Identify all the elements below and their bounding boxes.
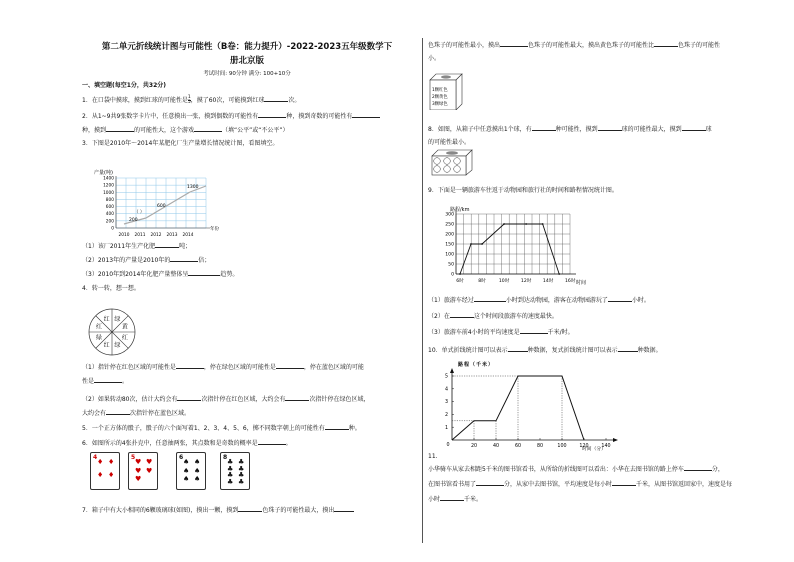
answer-blank[interactable] — [682, 124, 706, 131]
chart9-xlabel: 时间 — [576, 280, 587, 286]
question-4-2: （2）如果转动80次，估计大约会有 次指针停在红色区域，大约会有 次指针停在绿色区域， — [82, 396, 370, 403]
q9-subquestions — [428, 295, 773, 355]
chart3-yticks — [103, 176, 114, 232]
spinner-label: 红 — [103, 316, 110, 324]
card-suit-icon: ♥ — [135, 458, 142, 466]
chart9-point — [542, 223, 544, 225]
question-9-1: （1）旅游车经过 小时到达动物园，游客在动物园游玩了 小时。 — [428, 297, 650, 304]
question-2: 2．从1~9共9张数字卡片中，任意摸出一张，摸到偶数的可能性有 种，摸到奇数的可能性有 — [82, 111, 412, 121]
box-label-yellow: 2颗黄色 — [432, 95, 448, 100]
answer-blank[interactable] — [188, 269, 220, 276]
answer-blank[interactable] — [598, 124, 622, 131]
spinner-label: 红 — [103, 341, 110, 349]
answer-blank[interactable] — [334, 505, 354, 512]
chart9-ytick: 0 — [451, 272, 454, 278]
chart11-xlabel: 时间（分） — [582, 447, 606, 452]
column-divider — [422, 38, 423, 543]
spinner-label: 绿 — [114, 316, 121, 324]
chart11-ytick: 4 — [444, 387, 448, 393]
answer-blank[interactable] — [264, 95, 288, 102]
question-4-2-cont: 大约会有 次指针停在蓝色区域。 — [82, 410, 191, 417]
card-suit-icon: ♠ — [183, 475, 190, 484]
chart3-trend-line — [146, 192, 190, 218]
card-rank: 5 — [131, 454, 136, 461]
card-suit-icon: ♣ — [227, 477, 234, 486]
ball-box — [430, 148, 474, 176]
card-suit-icon: ♣ — [227, 458, 234, 466]
chart11-y-arrow-icon — [450, 368, 454, 373]
answer-blank[interactable] — [94, 376, 122, 383]
production-line-chart — [86, 166, 226, 238]
question-3-2: （2）2013年的产量是2010年的 倍； — [82, 257, 211, 264]
q4-subquestions — [82, 362, 412, 448]
ball-icon — [444, 158, 451, 165]
chart3-ylabel: 产量(吨) — [94, 170, 113, 176]
spinner-label: 绿 — [96, 334, 103, 342]
answer-blank[interactable] — [508, 345, 528, 352]
question-8: 8．如图，从箱子中任意摸出1个球，有 种可能性，摸到 球的可能性最大，摸到 球 的可能性最小。 — [428, 126, 712, 146]
chart9-xtick: 12时 — [520, 279, 532, 284]
section-heading: 一、填空题(每空1分，共32分) — [82, 82, 167, 89]
chart3-ann-200: 200 — [129, 218, 138, 223]
chart3-ytick: 1000 — [103, 190, 114, 196]
answer-blank[interactable] — [238, 505, 262, 512]
chart9-ytick: 300 — [445, 212, 454, 218]
answer-blank[interactable] — [500, 40, 528, 47]
playing-card-8 — [220, 452, 250, 490]
marble-box — [428, 72, 464, 110]
answer-blank[interactable] — [450, 311, 474, 318]
ball-icon — [454, 166, 461, 173]
question-3-3: （3）2010年到2014年化肥产量整体呈 趋势。 — [82, 271, 239, 278]
answer-blank[interactable] — [285, 394, 309, 401]
chart9-point — [525, 223, 527, 225]
spinner-wheel — [86, 306, 138, 358]
card-suit-icon: ♥ — [146, 458, 153, 466]
chart3-ytick: 800 — [105, 197, 114, 203]
chart9-xtick: 10时 — [498, 279, 510, 284]
card-suit-icon: ♣ — [227, 464, 234, 473]
chart3-ytick: 0 — [111, 226, 114, 232]
spinner-label: 黄 — [121, 323, 128, 331]
question-9-2: （2）在 这个时间段旅游车的速度最快。 — [428, 313, 558, 320]
chart3-xtick: 2010 — [118, 233, 130, 238]
chart11-xtick: 20 — [470, 444, 478, 449]
answer-blank[interactable] — [684, 464, 712, 471]
chart9-xtick: 14时 — [542, 279, 554, 284]
chart3-xtick: 2014 — [182, 233, 194, 238]
chart11-x-arrow-icon — [613, 438, 618, 442]
chart9-point — [503, 223, 505, 225]
card-suit-icon: ♠ — [194, 466, 201, 475]
spinner-label: 绿 — [114, 341, 121, 349]
card-rank: 8 — [223, 454, 228, 461]
card-rank: 4 — [93, 454, 98, 461]
card-suit-icon: ♥ — [135, 466, 142, 475]
chart11-ylabel: 路程（千米） — [458, 362, 495, 368]
answer-blank[interactable] — [176, 362, 204, 369]
chart9-ylabel: 路程/km — [450, 207, 470, 213]
chart11-xtick: 100 — [557, 444, 567, 449]
chart11-xtick: 120 — [579, 444, 589, 449]
chart9-xtick: 8时 — [478, 279, 486, 284]
answer-blank[interactable] — [258, 111, 286, 118]
answer-blank[interactable] — [608, 295, 632, 302]
card-suit-icon: ♣ — [227, 471, 234, 479]
answer-blank[interactable] — [474, 295, 506, 302]
chart3-xtick: 2011 — [134, 233, 146, 238]
spinner-label: 红 — [121, 334, 128, 342]
chart3-xlabel: 年份 — [210, 227, 219, 232]
answer-blank[interactable] — [170, 255, 198, 262]
chart3-ytick: 1400 — [103, 176, 114, 182]
tour-bus-chart — [430, 202, 600, 288]
answer-blank[interactable] — [194, 125, 222, 132]
answer-blank[interactable] — [520, 327, 548, 334]
playing-card-5 — [128, 452, 158, 490]
chart9-series-line — [460, 224, 559, 274]
ball-icon — [454, 158, 461, 165]
chart3-ann-600: 600 — [157, 204, 166, 209]
question-7-end: 小。 — [428, 55, 441, 62]
answer-blank[interactable] — [258, 438, 286, 445]
question-4: 4．转一转，想一想。 — [82, 285, 140, 292]
card-suit-icon: ♠ — [183, 466, 190, 475]
card-suit-icon: ♥ — [135, 475, 142, 484]
card-suit-icon: ♦ — [97, 471, 104, 479]
chart11-ytick: 5 — [444, 374, 448, 380]
chart11-xtick: 140 — [601, 444, 611, 449]
chart3-ytick: 400 — [105, 212, 114, 218]
card-suit-icon: ♣ — [238, 471, 245, 479]
answer-blank[interactable] — [352, 111, 380, 118]
chart11-ytick: 2 — [444, 413, 448, 418]
card-suit-icon: ♣ — [238, 464, 245, 473]
chart11-xtick: 80 — [536, 444, 544, 449]
question-2-cont: 种，摸到 的可能性大，这个游戏 （填“公平”或“不公平”） — [82, 127, 289, 134]
playing-card-4 — [90, 452, 120, 490]
card-suit-icon: ♦ — [108, 471, 115, 479]
card-suit-icon: ♠ — [194, 475, 201, 484]
question-9-3: （3）旅游车前4小时的平均速度是 千米/时。 — [428, 329, 574, 336]
chart3-xtick: 2013 — [166, 233, 178, 238]
answer-blank[interactable] — [106, 125, 134, 132]
card-suit-icon: ♠ — [194, 458, 201, 466]
chart9-ytick: 100 — [445, 252, 454, 258]
chart3-ytick: 200 — [105, 219, 114, 225]
q3-subquestions — [82, 241, 412, 293]
chart9-ytick: 50 — [448, 262, 454, 268]
ball-icon — [434, 158, 441, 165]
question-4-1: （1）指针停在红色区域的可能性是 ，停在绿色区域的可能性是 ，停在蓝色区域的可能 — [82, 364, 364, 371]
chart3-ytick: 600 — [105, 205, 114, 211]
fraction: $\frac{1}{5}$ — [187, 95, 191, 105]
chart9-point — [459, 273, 461, 275]
chart9-point — [481, 243, 483, 245]
chart3-ytick: 1200 — [103, 183, 114, 189]
spinner-label: 红 — [96, 323, 103, 331]
question-3: 3．下图是2010年～2014年某肥化厂生产量增长情况统计图，看图填空。 — [82, 140, 279, 147]
chart11-ytick: 1 — [444, 425, 448, 431]
card-suit-icon: ♠ — [183, 458, 190, 466]
card-suit-icon: ♦ — [108, 458, 115, 466]
playing-card-6 — [176, 452, 206, 490]
bike-distance-chart — [432, 356, 622, 452]
answer-blank[interactable] — [654, 40, 678, 47]
card-suit-icon: ♣ — [238, 477, 245, 486]
chart3-xtick: 2012 — [150, 233, 162, 238]
chart9-xtick: 16时 — [564, 279, 576, 284]
chart9-point — [470, 243, 472, 245]
answer-blank[interactable] — [325, 423, 349, 430]
chart3-ann-blank: （ ） — [134, 210, 145, 215]
chart9-ytick: 150 — [445, 242, 454, 248]
chart11-ytick: 3 — [444, 400, 448, 406]
answer-blank[interactable] — [476, 479, 504, 486]
question-4-1-cont: 性是 。 — [82, 378, 129, 385]
chart11-xtick: 60 — [514, 444, 522, 449]
question-11: 11. 小华骑车从家去相距5千米的图书馆看书，从所给的折线图可以看出：小华在去图书馆的路上停车 分， 在图书馆看书用了 分，从家中去图书馆，平均速度是每小时 千米，从图书馆返回家中，速度是每 小时 千米。 — [428, 453, 733, 503]
answer-blank[interactable] — [532, 124, 556, 131]
card-suit-icon: ♥ — [146, 466, 153, 475]
card-suit-icon: ♣ — [238, 458, 245, 466]
chart9-xtick: 6时 — [456, 279, 464, 284]
answer-blank[interactable] — [618, 345, 638, 352]
card-rank: 6 — [179, 454, 184, 461]
answer-blank[interactable] — [155, 241, 179, 248]
question-10: 10．单式折线统计图可以表示 种数据，复式折线统计图可以表示 种数据。 — [428, 347, 662, 354]
question-1: 1．在口袋中摸球，摸到红球的可能性是 $\frac{1}{5}$ ，摸了60次，可能摸到红球 次。 — [82, 95, 301, 105]
chart3-ann-1300: 1300 — [187, 185, 199, 190]
ball-icon — [434, 166, 441, 173]
chart11-ytick: 0 — [446, 443, 450, 448]
card-suit-icon: ♦ — [97, 458, 104, 466]
chart9-point — [558, 273, 560, 275]
answer-blank[interactable] — [440, 494, 464, 501]
chart3-xticks — [119, 232, 194, 238]
answer-blank[interactable] — [276, 362, 304, 369]
chart9-ytick: 250 — [445, 222, 454, 228]
left-column — [82, 40, 412, 148]
exam-title: 第二单元折线统计图与可能性（B卷：能力提升）-2022-2023五年级数学下 册北京版 — [101, 42, 393, 66]
question-6: 6．如图所示的4张扑克中，任意抽两张，其点数和是奇数的概率是 。 — [82, 440, 292, 447]
exam-info: 考试时间: 90分钟 满分: 100+10分 — [203, 71, 291, 77]
answer-blank[interactable] — [612, 479, 636, 486]
right-column — [428, 40, 773, 63]
chart11-xtick: 40 — [492, 444, 500, 449]
question-7-cont: 色珠子的可能性最小，摸出 色珠子的可能性最大，摸出黄色珠子的可能性比 色珠子的可能性 — [428, 42, 721, 49]
question-9: 9．下面是一辆旅游车往返于动物园和旅行社的时间和路程情况统计图。 — [428, 187, 618, 194]
question-5: 5．一个正方体的骰子，骰子的六个面写着1、2、3、4、5、6，掷不同数字朝上的可能性有 种。 — [82, 425, 361, 432]
ball-icon — [444, 166, 451, 173]
answer-blank[interactable] — [177, 394, 201, 401]
box-label-red: 1颗红色 — [432, 88, 448, 93]
question-3-1: （1）该厂2011年生产化肥 吨； — [82, 243, 192, 250]
box-label-green: 3颗绿色 — [432, 102, 448, 107]
chart9-ytick: 200 — [445, 232, 454, 238]
question-7: 7．箱子中有大小相同的6颗玻璃球(如图)，摸出一颗，摸到 色珠子的可能性最大，摸出 — [82, 505, 418, 515]
answer-blank[interactable] — [106, 408, 130, 415]
